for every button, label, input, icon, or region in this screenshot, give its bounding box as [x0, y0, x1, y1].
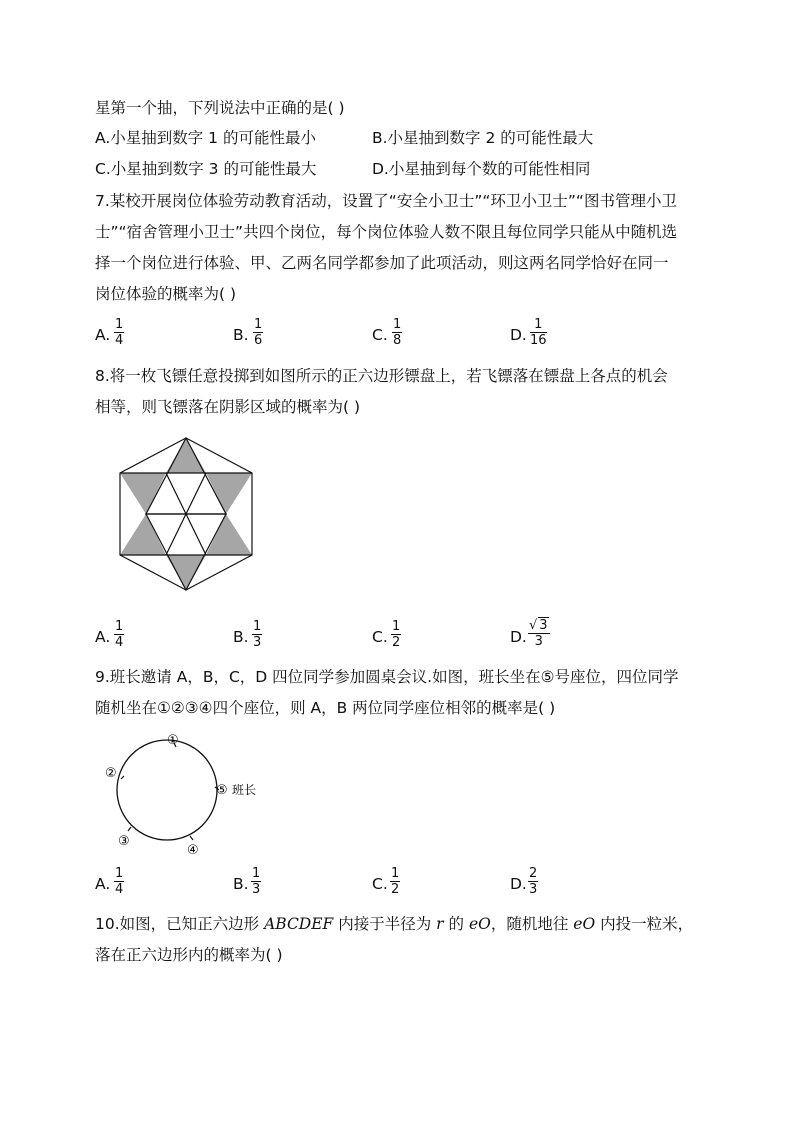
q7-option-a-fraction: $\frac{1}{4}$: [115, 317, 124, 348]
q7-option-c-label: C.: [372, 326, 388, 344]
q7-option-a-label: A.: [95, 326, 111, 344]
q10-line-1: 10.如图，已知正六边形 ABCDEF 内接于半径为 r 的 eO，随机地往 eO 内投一粒米，: [95, 915, 694, 933]
q6-option-a: A.小星抽到数字 1 的可能性最小: [95, 129, 316, 147]
round-table-figure: [100, 730, 270, 860]
seat-3: ③: [118, 834, 130, 849]
q9-option-d-label: D.: [510, 875, 527, 893]
q8-option-d-fraction: $\frac{√ 3}{3}$: [529, 618, 548, 649]
q7-line-3: 择一个岗位进行体验、甲、乙两名同学都参加了此项活动，则这两名同学恰好在同一: [95, 254, 669, 272]
q8-option-a-label: A.: [95, 628, 111, 646]
q6-option-b: B.小星抽到数字 2 的可能性最大: [372, 129, 594, 147]
round-table: [117, 740, 217, 840]
seat-1: ①: [167, 733, 179, 748]
q8-option-c-label: C.: [372, 628, 388, 646]
q10-line-2: 落在正六边形内的概率为( ): [95, 946, 283, 964]
q7-option-b-label: B.: [233, 326, 249, 344]
q7-line-2: 士”“宿舍管理小卫士”共四个岗位，每个岗位体验人数不限且每位同学只能从中随机选: [95, 223, 678, 241]
q9-line-1: 9.班长邀请 A，B，C，D 四位同学参加圆桌会议.如图，班长坐在⑤号座位，四位同学: [95, 668, 679, 686]
circle-symbol: eO: [468, 915, 491, 933]
q6-option-d: D.小星抽到每个数的可能性相同: [372, 160, 591, 178]
q9-option-b-label: B.: [233, 875, 249, 893]
q7-line-1: 7.某校开展岗位体验劳动教育活动，设置了“安全小卫士”“环卫小卫士”“图书管理小卫: [95, 192, 677, 210]
q6-stem-tail: 星第一个抽，下列说法中正确的是( ): [95, 99, 345, 117]
q8-option-d-label: D.: [510, 628, 527, 646]
q9-option-c-label: C.: [372, 875, 388, 893]
q9-option-d-fraction: $\frac{2}{3}$: [529, 866, 538, 897]
monitor-label: 班长: [232, 783, 257, 797]
q8-option-a-fraction: $\frac{1}{4}$: [115, 619, 124, 650]
q9-option-c-fraction: $\frac{1}{2}$: [391, 866, 400, 897]
seat-4: ④: [187, 843, 199, 858]
q7-option-d-label: D.: [510, 326, 527, 344]
seat-5: ⑤: [216, 783, 228, 798]
q7-line-4: 岗位体验的概率为( ): [95, 285, 237, 303]
radius-symbol: r: [436, 915, 444, 933]
q9-line-2: 随机坐在①②③④四个座位，则 A，B 两位同学座位相邻的概率是( ): [95, 699, 556, 717]
q9-option-a-label: A.: [95, 875, 111, 893]
hexagon-star-figure: [110, 432, 262, 596]
q7-option-d-fraction: $\frac{1}{16}$: [530, 317, 547, 348]
q8-option-c-fraction: $\frac{1}{2}$: [392, 619, 401, 650]
seat-2: ②: [105, 766, 117, 781]
circle-symbol-2: eO: [573, 915, 596, 933]
q6-option-c: C.小星抽到数字 3 的可能性最大: [95, 160, 317, 178]
q8-line-1: 8.将一枚飞镖任意投掷到如图所示的正六边形镖盘上，若飞镖落在镖盘上各点的机会: [95, 367, 668, 385]
hexagon-name: ABCDEF: [264, 915, 334, 933]
q9-option-a-fraction: $\frac{1}{4}$: [115, 866, 124, 897]
q7-option-b-fraction: $\frac{1}{6}$: [254, 317, 263, 348]
q8-option-b-label: B.: [233, 628, 249, 646]
q9-option-b-fraction: $\frac{1}{3}$: [252, 866, 261, 897]
q8-line-2: 相等，则飞镖落在阴影区域的概率为( ): [95, 398, 361, 416]
q8-option-b-fraction: $\frac{1}{3}$: [253, 619, 262, 650]
q7-option-c-fraction: $\frac{1}{8}$: [393, 317, 402, 348]
